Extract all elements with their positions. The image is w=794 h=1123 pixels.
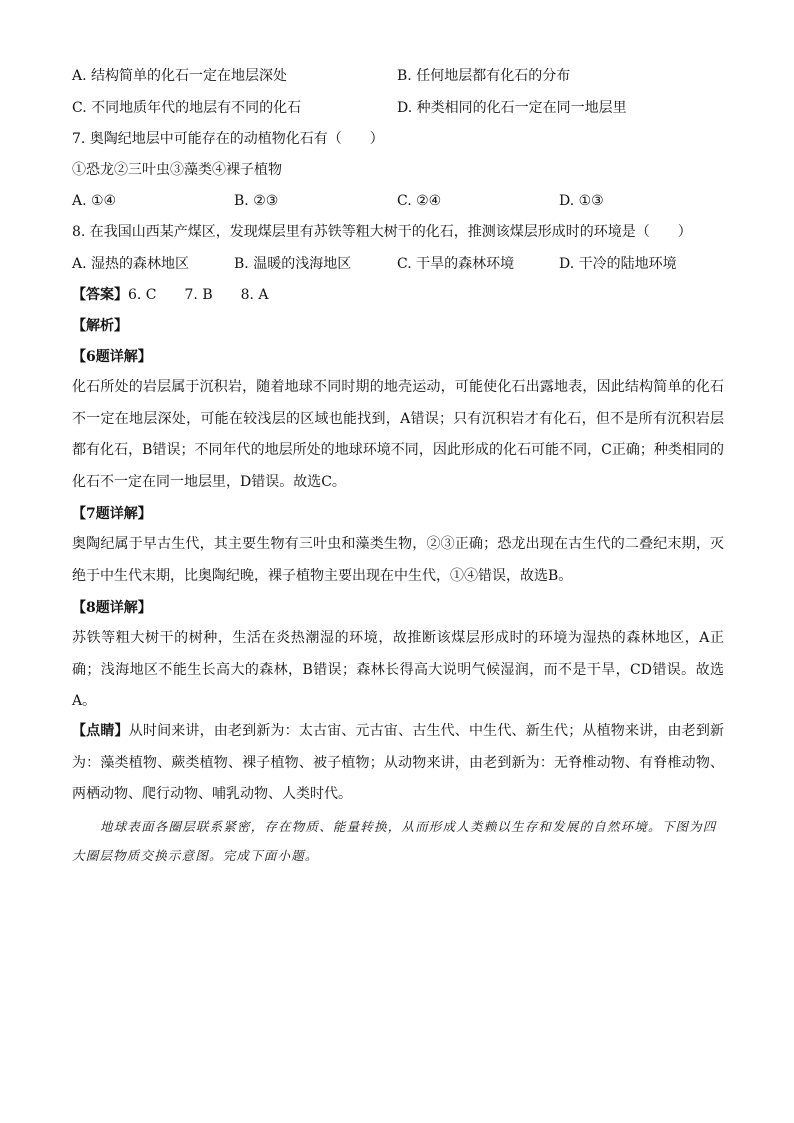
analysis-heading: 【解析】 (72, 318, 128, 334)
q6-option-b: B. 任何地层都有化石的分布 (397, 68, 571, 84)
answer-line (72, 285, 269, 305)
q7-option-d: D. ①③ (559, 193, 604, 209)
q6-option-c: C. 不同地质年代的地层有不同的化石 (72, 100, 302, 116)
q8-stem: 8. 在我国山西某产煤区，发现煤层里有苏铁等粗大树干的化石，推测该煤层形成时的环境是（ ） (72, 224, 692, 240)
detail7-heading: 【7题详解】 (72, 506, 152, 522)
answer-text: 6. C 7. B 8. A (128, 287, 269, 303)
tip-text: 从时间来讲，由老到新为：太古宙、元古宙、古生代、中生代、新生代；从植物来讲，由老到新为：藻类植物、蕨类植物、裸子植物、被子植物；从动物来讲，由老到新为：无脊椎动物、有脊椎动物、两栖动物、爬行动物、哺乳动物、人类时代。 (72, 723, 725, 802)
q8-option-a: A. 湿热的森林地区 (72, 256, 190, 272)
q7-stem: 7. 奥陶纪地层中可能存在的动植物化石有（ ） (72, 131, 384, 147)
q8-option-d: D. 干冷的陆地环境 (559, 256, 677, 272)
q7-items: ①恐龙②三叶虫③藻类④裸子植物 (72, 162, 282, 178)
q8-option-c: C. 干旱的森林环境 (397, 256, 515, 272)
detail8-heading: 【8题详解】 (72, 600, 152, 616)
tip-tag: 【点睛】 (72, 723, 129, 739)
detail6-heading: 【6题详解】 (72, 349, 152, 365)
detail6-text: 化石所处的岩层属于沉积岩，随着地球不同时期的地壳运动，可能使化石出露地表，因此结构简单的化石不一定在地层深处，可能在较浅层的区域也能找到，A错误；只有沉积岩才有化石，但不是所有沉积岩层都有化石，B错误；不同年代的地层所处的地球环境不同，因此形成的化石可能不同，C正确；种类相同的化石不一定在同一地层里，D错误。故选C。 (72, 379, 724, 490)
q7-option-a: A. ①④ (72, 193, 117, 209)
detail7-text: 奥陶纪属于早古生代，其主要生物有三叶虫和藻类生物，②③正确；恐龙出现在古生代的二叠纪末期，灭绝于中生代末期，比奥陶纪晚，裸子植物主要出现在中生代，①④错误，故选B。 (72, 536, 724, 584)
section-intro: 地球表面各圈层联系紧密，存在物质、能量转换，从而形成人类赖以生存和发展的自然环境。下图为四大圈层物质交换示意图。完成下面小题。 (72, 819, 717, 863)
q7-option-c: C. ②④ (397, 193, 442, 209)
q8-option-b: B. 温暖的浅海地区 (234, 256, 352, 272)
q6-option-d: D. 种类相同的化石一定在同一地层里 (397, 100, 627, 116)
detail8-text: 苏铁等粗大树干的树种，生活在炎热潮湿的环境，故推断该煤层形成时的环境为湿热的森林地区，A正确；浅海地区不能生长高大的森林，B错误；森林长得高大说明气候湿润，而不是干旱，CD错误。故选A。 (72, 630, 724, 709)
q7-option-b: B. ②③ (234, 193, 279, 209)
answer-tag: 【答案】 (72, 287, 128, 303)
q6-option-a: A. 结构简单的化石一定在地层深处 (72, 68, 288, 84)
tip-paragraph (72, 716, 724, 811)
